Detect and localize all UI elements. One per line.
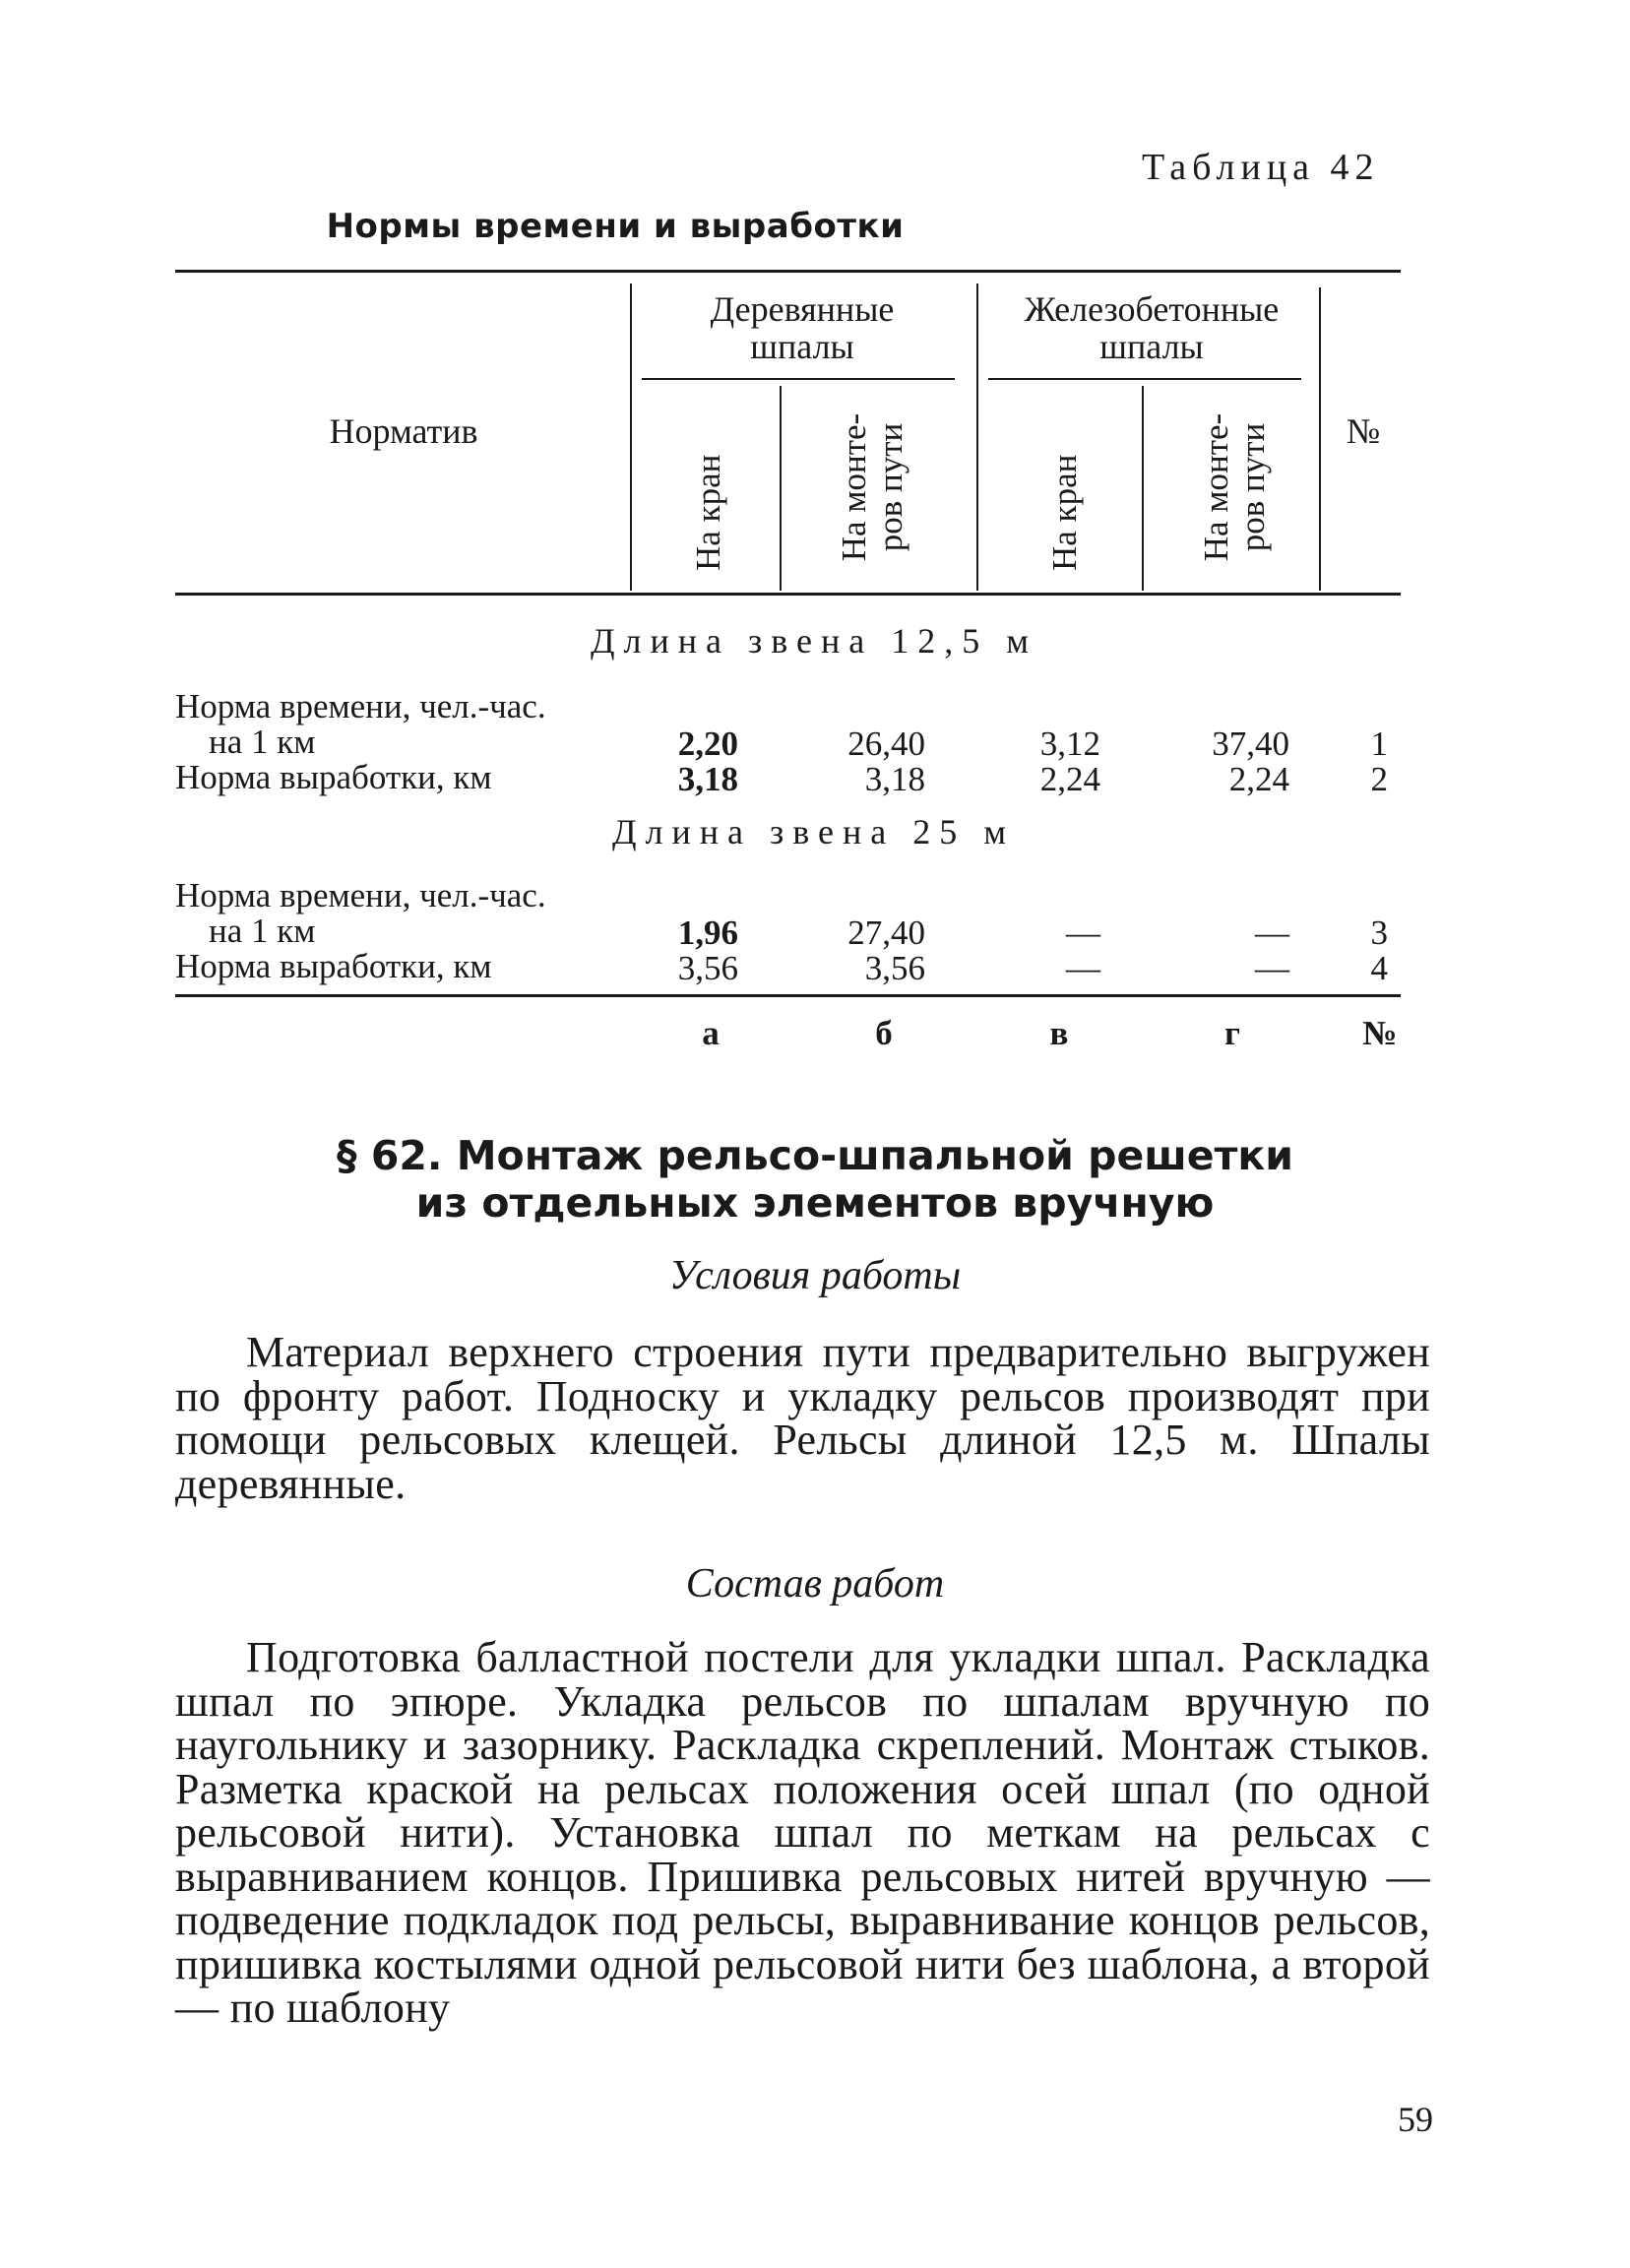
table-label: Таблица 42	[1142, 147, 1380, 188]
cell-n: 2	[1370, 760, 1388, 798]
footer-col-n: №	[1362, 1014, 1398, 1052]
table-top-rule	[175, 270, 1401, 273]
cell-v: 2,24	[1039, 760, 1100, 798]
page-number: 59	[1398, 2100, 1433, 2139]
row-label: Норма выработки, км	[175, 947, 492, 985]
col-divider-4	[1142, 386, 1144, 591]
header-concrete: Железобетонные шпалы	[1024, 289, 1280, 366]
col-divider-2	[780, 386, 782, 591]
footer-col-v: в	[1049, 1014, 1069, 1052]
header-concrete-crane: На кран	[1045, 454, 1084, 571]
cell-a: 1,96	[677, 914, 738, 952]
table-bottom-rule	[175, 994, 1401, 997]
header-wood-fitters: На монте-ров пути	[835, 412, 909, 562]
cell-g: 2,24	[1228, 760, 1289, 798]
section-title-line2: из отдельных элементов вручную	[415, 1179, 1215, 1227]
cell-b: 3,56	[864, 949, 925, 987]
cell-v: —	[1066, 914, 1100, 952]
cell-g: 37,40	[1212, 724, 1289, 763]
cell-v: —	[1066, 949, 1100, 987]
section-title-line1: § 62. Монтаж рельсо-шпальной решетки	[337, 1132, 1293, 1179]
conditions-paragraph	[175, 1328, 1430, 1508]
footer-col-b: б	[875, 1014, 893, 1052]
header-concrete-fitters: На монте-ров пути	[1197, 412, 1272, 562]
header-wood: Деревянные шпалы	[710, 289, 895, 366]
cell-n: 4	[1370, 949, 1388, 987]
conditions-heading: Условия работы	[668, 1253, 962, 1298]
row-label: Норма времени, чел.-час.	[175, 687, 546, 725]
cell-g: —	[1255, 949, 1289, 987]
header-normative: Норматив	[329, 411, 478, 451]
table-title: Нормы времени и выработки	[326, 207, 905, 246]
cell-v: 3,12	[1039, 724, 1100, 763]
group-rule-wood	[642, 378, 955, 380]
cell-b: 3,18	[864, 760, 925, 798]
cell-n: 1	[1370, 724, 1388, 763]
cell-a: 2,20	[677, 724, 738, 763]
section-label-12-5: Длина звена 12,5 м	[591, 621, 1038, 661]
row-label-cont: на 1 км	[209, 912, 316, 950]
footer-col-a: а	[702, 1014, 720, 1052]
cell-n: 3	[1370, 914, 1388, 952]
row-label: Норма времени, чел.-час.	[175, 876, 546, 914]
col-divider-1	[630, 284, 632, 591]
col-divider-3	[976, 284, 978, 591]
row-label: Норма выработки, км	[175, 758, 492, 796]
header-wood-crane: На кран	[689, 454, 727, 571]
composition-heading: Состав работ	[685, 1561, 945, 1606]
section-label-25: Длина звена 25 м	[612, 812, 1016, 851]
header-number: №	[1346, 411, 1381, 451]
conditions-text: Материал верхнего строения пути предварительно выгружен по фронту работ. Подноску и укладку рельсов производят при помощи рельсовых клещей. Рельсы длиной 12,5 м. Шпалы деревянные.	[175, 1328, 1430, 1508]
header-bottom-rule	[175, 593, 1401, 596]
cell-b: 26,40	[847, 724, 925, 763]
composition-paragraph	[175, 1633, 1430, 2032]
composition-text: Подготовка балластной постели для укладки шпал. Раскладка шпал по эпюре. Укладка рельсов по шпалам вручную по наугольнику и зазорнику. Раскладка скреплений. Монтаж стыков. Разметка краской на рельсах положения осей шпал (по одной рельсовой нити). Установка шпал по меткам на рельсах с выравниванием концов. Пришивка рельсовых нитей вручную — подведение подкладок под рельсы, выравнивание концов рельсов, пришивка костылями одной рельсовой нити без шаблона, а второй — по шаблону	[175, 1633, 1430, 2032]
col-divider-5	[1319, 287, 1321, 591]
cell-a: 3,56	[677, 949, 738, 987]
group-rule-concrete	[988, 378, 1301, 380]
cell-g: —	[1255, 914, 1289, 952]
footer-col-g: г	[1224, 1014, 1240, 1052]
row-label-cont: на 1 км	[209, 723, 316, 761]
cell-b: 27,40	[847, 914, 925, 952]
cell-a: 3,18	[677, 760, 738, 798]
